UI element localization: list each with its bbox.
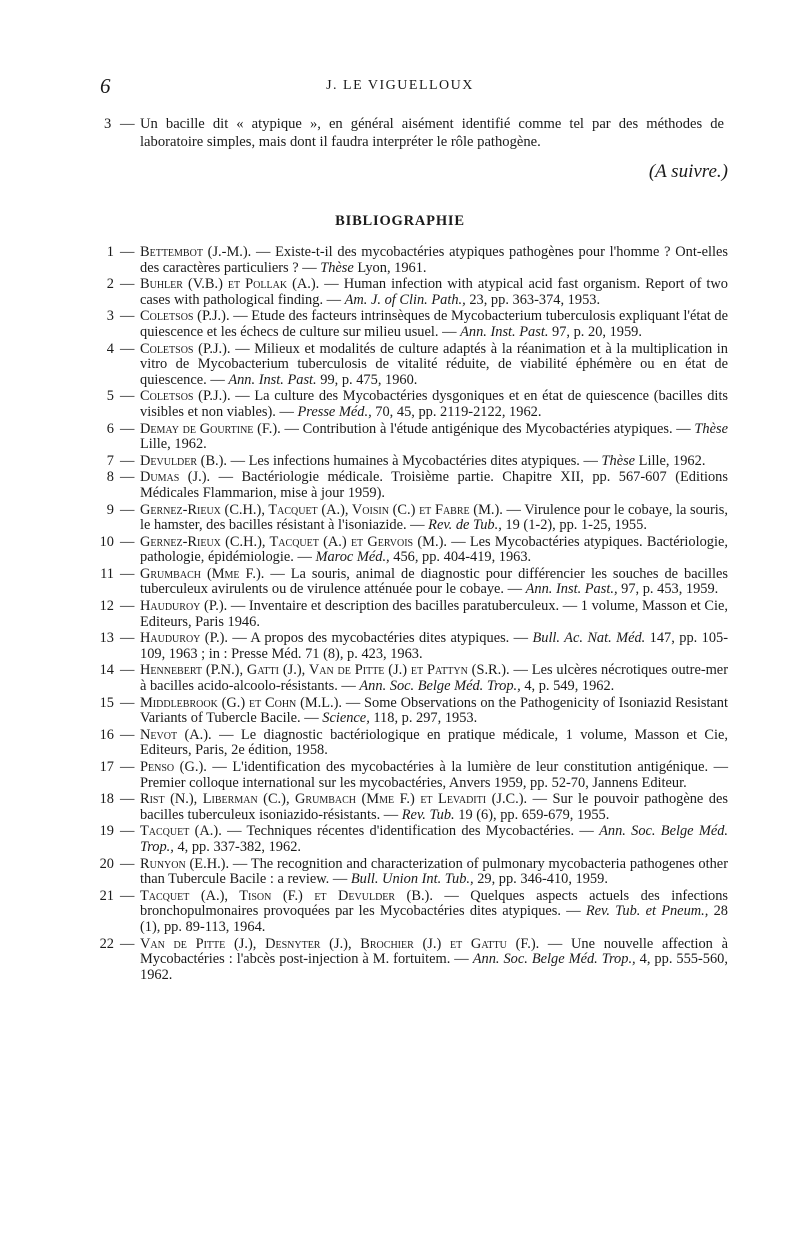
entry-dash: —: [120, 726, 135, 743]
entry-source: Ann. Soc. Belge Méd. Trop.,: [472, 951, 636, 968]
entry-dash: —: [120, 501, 135, 518]
bibliography-entry: [104, 389, 728, 420]
entry-source: Ann. Soc. Belge Méd. Trop.,: [140, 823, 729, 855]
entry-dash: —: [120, 791, 135, 808]
entry-details: 23, pp. 363-374, 1953.: [465, 291, 601, 308]
entry-dash: —: [120, 276, 135, 293]
entry-author: Van de Pitte (J.), Desnyter (J.), Brochier (J.) et Gattu (F.).: [140, 935, 540, 952]
bibliography-entry: [104, 342, 728, 389]
entry-author: Grumbach (Mme F.).: [140, 565, 265, 582]
lead-item-text: Un bacille dit « atypique », en général aisément identifié comme tel par des méthodes de laboratoire simples, mais dont il faudra interpréter le rôle pathogène.: [140, 116, 724, 150]
entry-number: 1: [106, 244, 114, 260]
entry-number: 3: [106, 308, 114, 325]
entry-text: — Bactériologie médicale. Troisième partie. Chapitre XII, pp. 567-607 (Editions Médicales Flammarion, mise à jour 1959).: [140, 469, 728, 501]
entry-details: 70, 45, pp. 2119-2122, 1962.: [371, 403, 542, 420]
entry-dash: —: [120, 759, 135, 775]
bibliography-entry: [104, 309, 728, 340]
bibliography-entry: [99, 759, 728, 791]
entry-text: — Les infections humaines à Mycobactéries dites atypiques. —: [227, 452, 602, 469]
a-suivre: (A suivre.): [648, 161, 728, 182]
entry-dash: —: [120, 469, 135, 486]
bibliography-entry: [99, 887, 728, 936]
entry-details: Lyon, 1961.: [353, 259, 427, 276]
entry-author: Tacquet (A.).: [140, 823, 222, 840]
bibliography-entry: [104, 470, 728, 501]
entry-source: Bull. Ac. Nat. Méd.: [532, 630, 646, 647]
entry-details: 4, p. 549, 1962.: [520, 678, 615, 695]
entry-text: — Virulence pour le cobaye, la souris, le hamster, des bacilles résistant à l'isoniazide. —: [140, 501, 728, 534]
entry-number: 2: [106, 276, 114, 293]
entry-text: — Les Mycobactéries atypiques. Bactériologie, pathologie, épidémiologie. —: [140, 533, 728, 566]
entry-dash: —: [120, 388, 135, 405]
bibliography-title: BIBLIOGRAPHIE: [335, 213, 465, 229]
entry-dash: —: [120, 244, 135, 260]
entry-dash: —: [120, 694, 135, 711]
entry-text: — La culture des Mycobactéries dysgoniques et en état de quiescence (bacilles dits visibles et non viables). —: [140, 388, 728, 420]
entry-text: — Human infection with atypical acid fast organism. Report of two cases with pathological finding. —: [140, 276, 728, 308]
entry-source: Rev. de Tub.,: [428, 517, 502, 534]
entry-author: Coletsos (P.J.).: [140, 388, 231, 405]
entry-source: Am. J. of Clin. Path.,: [344, 291, 466, 308]
entry-details: Lille, 1962.: [635, 452, 706, 469]
entry-text: — Contribution à l'étude antigénique des Mycobactéries atypiques. —: [280, 420, 695, 437]
entry-text: — A propos des mycobactéries dites atypiques. —: [227, 630, 533, 647]
entry-number: 7: [106, 452, 114, 469]
entry-text: — Milieux et modalités de culture adaptés à la réanimation et à la multiplication in vitro de Mycobacterium tuberculosis de vitalité réduite, de viabilité éphémère ou en état de quiescence. —: [140, 340, 728, 388]
bibliography-entry: [99, 726, 728, 759]
bibliography-entry: [104, 454, 728, 470]
entry-number: 4: [106, 340, 114, 357]
entry-details: 4, pp. 555-560, 1962.: [140, 951, 728, 983]
entry-text: — Sur le pouvoir pathogène des bacilles tuberculeux isoniazido-résistants. —: [140, 791, 728, 823]
bibliography-entry: [99, 823, 729, 855]
entry-author: Middlebrook (G.) et Cohn (M.L.).: [140, 694, 343, 711]
entry-author: Hennebert (P.N.), Gatti (J.), Van de Pitte (J.) et Pattyn (S.R.).: [140, 662, 510, 679]
entry-author: Bettembot (J.-M.).: [140, 244, 252, 260]
bibliography-entry: [99, 935, 728, 984]
entry-text: — Etude des facteurs intrinsèques de Mycobacterium tuberculosis expliquant l'état de quiescence et les échecs de culture sur milieu usuel. —: [140, 308, 728, 340]
page-number: 6: [100, 74, 111, 98]
entry-dash: —: [120, 662, 135, 679]
entry-number: 5: [106, 388, 114, 405]
entry-author: Buhler (V.B.) et Pollak (A.).: [140, 276, 320, 293]
entry-dash: —: [120, 452, 135, 469]
bibliography-entry: [104, 503, 728, 534]
entry-dash: —: [120, 630, 135, 647]
bibliography-entry: [100, 565, 728, 598]
entry-dash: —: [120, 565, 135, 582]
entry-author: Dumas (J.).: [140, 469, 211, 486]
entry-dash: —: [120, 533, 135, 550]
lead-item-dash: —: [120, 116, 135, 132]
entry-author: Gernez-Rieux (C.H.), Tacquet (A.), Voisin (C.) et Fabre (M.).: [140, 501, 503, 518]
entry-dash: —: [120, 887, 135, 904]
entry-number: 16: [99, 726, 114, 743]
entry-dash: —: [120, 855, 135, 872]
entry-text: — Une nouvelle affection à Mycobactéries : l'abcès post-injection à M. fortuitem. —: [140, 935, 728, 968]
entry-number: 18: [99, 791, 114, 808]
bibliography-entry: [99, 598, 728, 630]
bibliography-entry: [99, 855, 728, 888]
entry-text: — La souris, animal de diagnostic pour différencier les souches de bacilles tuberculeux avirulents ou de virulence atténuée pour le cobaye. —: [140, 565, 728, 598]
entry-text: — Existe-t-il des mycobactéries atypiques pathogènes pour l'homme ? Ont-elles des caractères particuliers ? —: [140, 244, 728, 276]
entry-number: 8: [106, 469, 114, 486]
bibliography-entry: [99, 662, 728, 695]
lead-item: [104, 116, 724, 151]
entry-author: Gernez-Rieux (C.H.), Tacquet (A.) et Gervois (M.).: [140, 533, 447, 550]
entry-number: 6: [106, 420, 114, 437]
entry-details: 147, pp. 105-109, 1963 ; in : Presse Méd. 71 (8), p. 423, 1963.: [140, 630, 728, 662]
entry-dash: —: [120, 340, 135, 357]
entry-text: — Le diagnostic bactériologique en pratique médicale, 1 volume, Masson et Cie, Editeurs, Paris, 2e édition, 1958.: [140, 726, 728, 759]
entry-text: — Techniques récentes d'identification des Mycobactéries. —: [221, 823, 600, 840]
entry-dash: —: [120, 308, 135, 325]
bibliography-entry: [104, 277, 728, 308]
entry-author: Hauduroy (P.).: [140, 598, 228, 615]
entry-number: 19: [99, 823, 114, 840]
entry-details: 99, p. 475, 1960.: [316, 371, 418, 388]
entry-source: Rev. Tub. et Pneum.,: [585, 903, 709, 920]
bibliography-entry: [99, 791, 728, 823]
entry-source: Presse Méd.,: [297, 403, 372, 420]
entry-author: Demay de Gourtine (F.).: [140, 420, 281, 437]
entry-number: 11: [100, 565, 114, 582]
entry-text: — The recognition and characterization of pulmonary mycobacteria pathogenes other than Tubercule Bacile : a review. —: [140, 855, 728, 888]
entry-author: Rist (N.), Liberman (C.), Grumbach (Mme F.) et Levaditi (J.C.).: [140, 791, 528, 808]
entry-text: — Some Observations on the Pathogenicity of Isoniazid Resistant Variants of Tubercle Bacile. —: [140, 694, 728, 727]
entry-details: 19 (1-2), pp. 1-25, 1955.: [501, 517, 647, 534]
entry-number: 13: [99, 630, 114, 647]
entry-author: Coletsos (P.J.).: [140, 340, 231, 357]
entry-author: Penso (G.).: [140, 759, 207, 775]
entry-dash: —: [120, 598, 135, 615]
entry-number: 21: [99, 887, 114, 904]
entry-number: 15: [99, 694, 114, 711]
entry-author: Hauduroy (P.).: [140, 630, 228, 647]
entry-source: Ann. Inst. Past.: [460, 323, 549, 340]
entry-source: Bull. Union Int. Tub.,: [350, 871, 474, 888]
entry-author: Nevot (A.).: [140, 726, 212, 743]
entry-number: 22: [99, 935, 114, 952]
entry-source: Rev. Tub.: [401, 806, 455, 823]
entry-details: 97, p. 453, 1959.: [617, 581, 719, 598]
entry-details: Lille, 1962.: [140, 436, 207, 453]
entry-number: 12: [99, 598, 114, 615]
entry-number: 10: [99, 533, 114, 550]
entry-details: 28 (1), pp. 89-113, 1964.: [140, 903, 728, 935]
entry-number: 9: [106, 501, 114, 518]
entry-source: Thèse: [320, 259, 354, 276]
entry-text: — Quelques aspects actuels des infections bronchopulmonaires provoquées par les Mycobactéries dites atypiques. —: [140, 887, 728, 920]
bibliography-entry: [104, 422, 728, 453]
entry-text: — Les ulcères nécrotiques outre-mer à bacilles acido-alcoolo-résistants. —: [140, 662, 728, 695]
entry-author: Coletsos (P.J.).: [140, 308, 230, 325]
entry-number: 20: [99, 855, 114, 872]
entry-details: 97, p. 20, 1959.: [548, 323, 642, 340]
entry-details: 19 (6), pp. 659-679, 1955.: [454, 806, 610, 823]
entry-dash: —: [120, 823, 135, 840]
bibliography-list: [99, 244, 729, 984]
entry-number: 17: [99, 759, 114, 775]
entry-source: Maroc Méd.,: [315, 549, 390, 566]
entry-source: Ann. Soc. Belge Méd. Trop.,: [359, 678, 521, 695]
entry-details: 29, pp. 346-410, 1959.: [473, 871, 608, 888]
bibliography-entry: [104, 245, 728, 276]
entry-source: Thèse: [694, 420, 728, 437]
entry-source: Thèse: [601, 452, 636, 469]
entry-text: — L'identification des mycobactéries à la lumière de leur constitution antigénique. — Premier colloque international sur les mycobactéries, Anvers 1959, pp. 52-70, Jannens Editeur.: [140, 759, 728, 791]
entry-details: 456, pp. 404-419, 1963.: [389, 549, 532, 566]
bibliography-entry: [99, 630, 728, 662]
entry-author: Tacquet (A.), Tison (F.) et Devulder (B.).: [140, 887, 433, 904]
lead-item-number: 3: [104, 116, 112, 132]
entry-author: Devulder (B.).: [140, 452, 228, 469]
entry-number: 14: [99, 662, 114, 679]
entry-author: Runyon (E.H.).: [140, 855, 230, 872]
entry-text: — Inventaire et description des bacilles paratuberculeux. — 1 volume, Masson et Cie, Editeurs, Paris 1946.: [140, 598, 728, 630]
running-title: J. LE VIGUELLOUX: [326, 78, 474, 93]
entry-source: Ann. Inst. Past.: [228, 371, 317, 388]
bibliography-entry: [99, 694, 728, 727]
entry-details: 118, p. 297, 1953.: [369, 710, 478, 727]
entry-dash: —: [120, 420, 135, 437]
entry-source: Ann. Inst. Past.,: [525, 581, 618, 598]
bibliography-entry: [99, 533, 728, 566]
entry-dash: —: [120, 935, 135, 952]
entry-source: Science,: [322, 710, 370, 727]
entry-details: 4, pp. 337-382, 1962.: [173, 838, 301, 855]
